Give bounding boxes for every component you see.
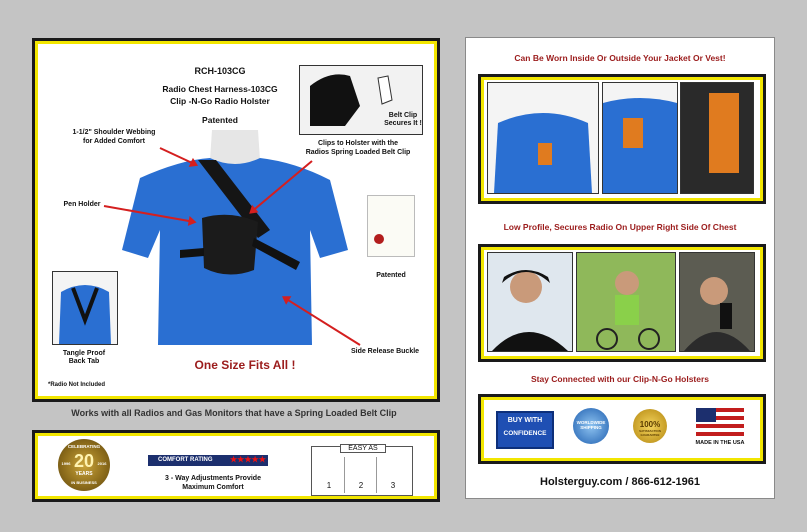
radio-not-included-note: *Radio Not Included bbox=[48, 382, 105, 388]
badge-number: 20 bbox=[73, 451, 95, 471]
badge-celebrating: CELEBRATING bbox=[67, 444, 101, 449]
buy-with-text: BUY WITH bbox=[507, 417, 543, 424]
heading-low-profile: Low Profile, Secures Radio On Upper Right Side Of Chest bbox=[503, 222, 737, 232]
buy-with-confidence-badge bbox=[496, 411, 554, 449]
photo-cyclist bbox=[576, 252, 676, 352]
callout-webbing: 1-1/2" Shoulder Webbing for Added Comfort bbox=[72, 129, 156, 145]
callout-belt-clip: Belt Clip Secures It ! bbox=[384, 112, 422, 127]
worldwide-shipping-text: WORLDWIDE SHIPPING bbox=[576, 420, 606, 430]
worldwide-shipping-badge bbox=[573, 408, 609, 444]
photo-radio-on-shirt bbox=[487, 82, 599, 194]
step-3 bbox=[378, 457, 408, 493]
step-2-number: 2 bbox=[358, 481, 364, 490]
step-2 bbox=[346, 457, 377, 493]
satisfaction-guarantee-badge bbox=[633, 409, 667, 443]
patented-label: Patented bbox=[202, 115, 238, 125]
usa-flag-icon bbox=[696, 408, 744, 436]
comfort-text: 3 - Way Adjustments Provide Maximum Comfort bbox=[165, 475, 261, 491]
certificate-seal bbox=[374, 234, 384, 244]
works-with-text: Works with all Radios and Gas Monitors that have a Spring Loaded Belt Clip bbox=[71, 408, 397, 418]
guarantee-percent: 100% bbox=[639, 420, 661, 429]
one-size-label: One Size Fits All ! bbox=[194, 358, 296, 372]
comfort-stars: ★★★★★ bbox=[230, 455, 266, 464]
callout-side-buckle: Side Release Buckle bbox=[350, 348, 420, 355]
contact-footer: Holsterguy.com / 866-612-1961 bbox=[540, 476, 700, 488]
comfort-rating-label: COMFORT RATING bbox=[158, 457, 213, 463]
photo-radio-on-vest bbox=[680, 82, 754, 194]
photo-driver bbox=[679, 252, 755, 352]
badge-in-business: IN BUSINESS bbox=[71, 480, 97, 485]
product-title: Radio Chest Harness-103CG bbox=[162, 84, 278, 94]
product-subtitle: Clip -N-Go Radio Holster bbox=[170, 96, 270, 106]
easy-as-label: EASY AS bbox=[340, 444, 386, 453]
photo-radio-closeup bbox=[602, 82, 678, 194]
callout-clips-to-holster: Clips to Holster with the Radios Spring Loaded Belt Clip bbox=[305, 140, 411, 156]
step-1 bbox=[314, 457, 345, 493]
model-number: RCH-103CG bbox=[194, 66, 246, 76]
photo-security-guard bbox=[487, 252, 573, 352]
confidence-text: CONFIDENCE bbox=[503, 430, 547, 437]
callout-patented: Patented bbox=[376, 272, 406, 279]
heading-inside-outside: Can Be Worn Inside Or Outside Your Jacket Or Vest! bbox=[514, 53, 726, 63]
chest-pouch bbox=[202, 215, 258, 275]
callout-tangle-proof: Tangle Proof Back Tab bbox=[62, 350, 106, 365]
anniversary-badge bbox=[58, 439, 110, 491]
step-3-number: 3 bbox=[390, 481, 396, 490]
made-in-usa-text: MADE IN THE USA bbox=[695, 440, 745, 446]
badge-year-right: 2016 bbox=[97, 461, 107, 466]
guarantee-sub: SATISFACTION GUARANTEE bbox=[639, 429, 661, 437]
comfort-rating-bar bbox=[148, 455, 268, 466]
callout-pen-holder: Pen Holder bbox=[63, 201, 101, 208]
inset-back-tab-photo bbox=[52, 271, 118, 345]
mannequin-head bbox=[210, 130, 260, 166]
easy-as-box bbox=[311, 446, 413, 496]
badge-year-left: 1996 bbox=[61, 461, 71, 466]
heading-stay-connected: Stay Connected with our Clip-N-Go Holsters bbox=[530, 374, 710, 384]
badge-years: YEARS bbox=[75, 471, 93, 477]
patent-certificate bbox=[367, 195, 415, 257]
step-1-number: 1 bbox=[326, 481, 332, 490]
